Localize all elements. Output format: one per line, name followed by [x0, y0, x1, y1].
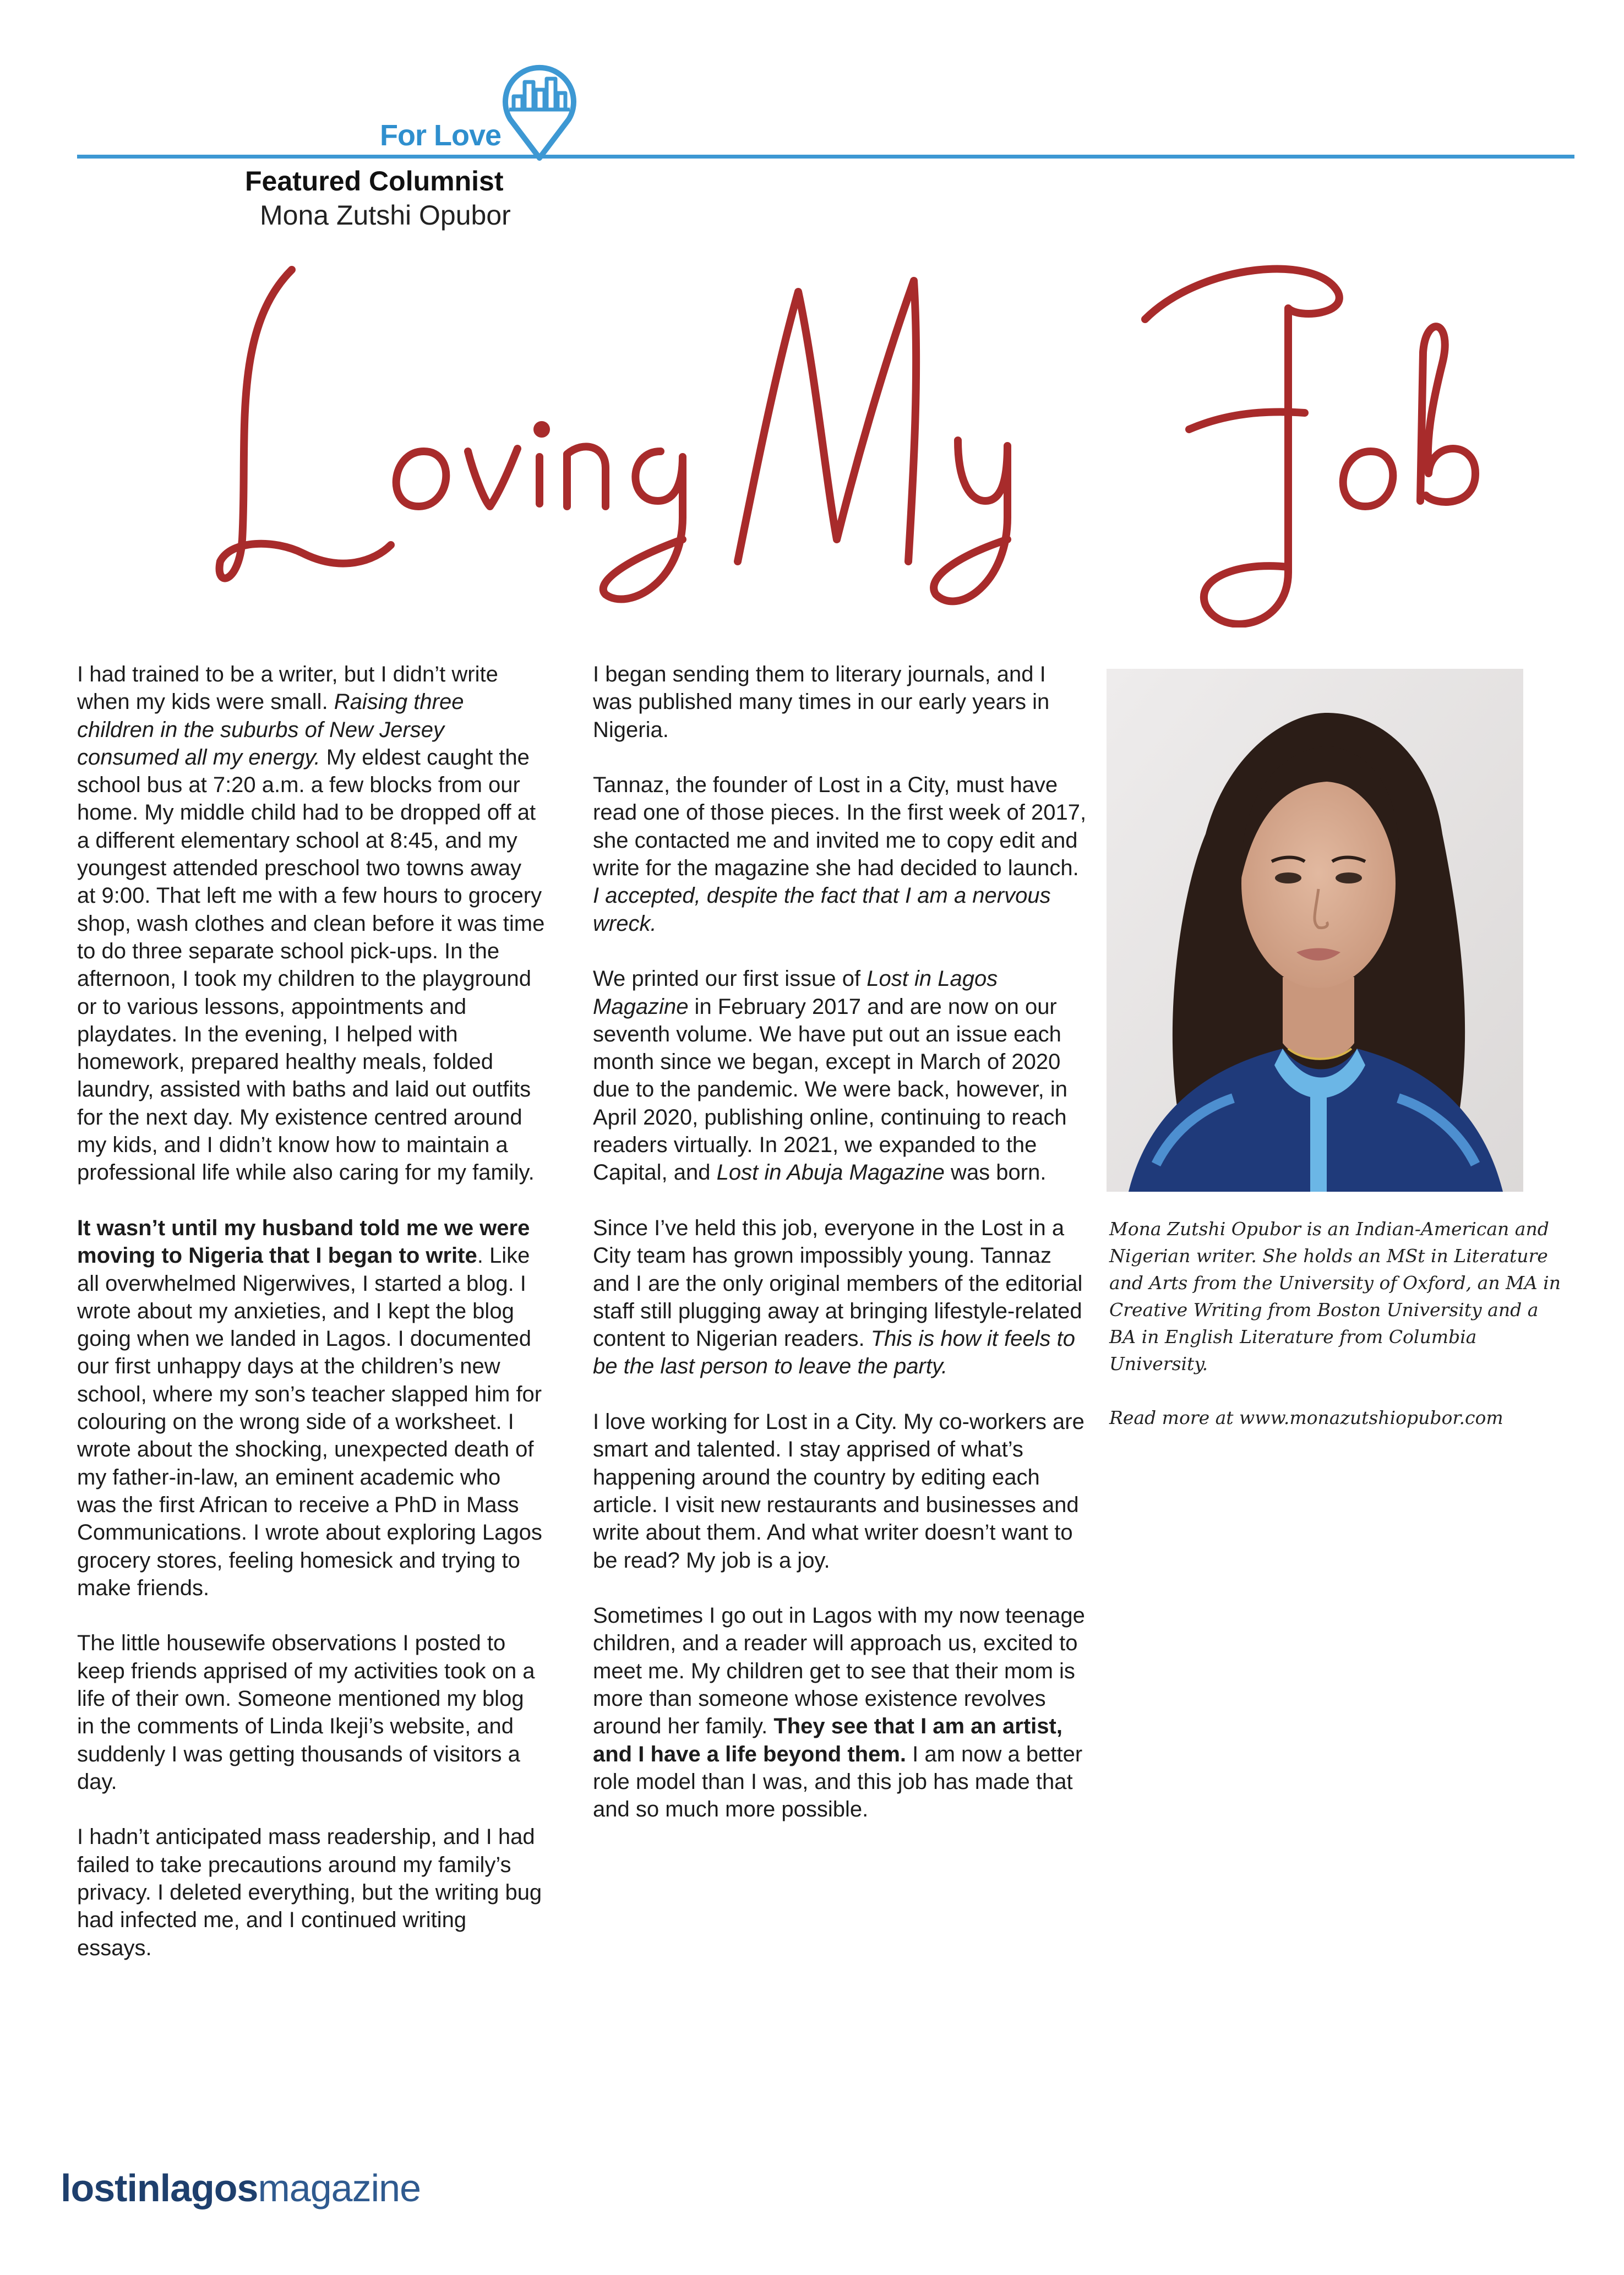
italic-text: Raising three children in the suburbs of New Jersey consumed all my energy. — [77, 690, 464, 770]
caption-bio: Mona Zutshi Opubor is an Indian-American and Nigerian writer. She holds an MSt in Literature and Arts from the University of Oxford, an MA in Creative Writing from Boston University and a BA in English Literature from Columbia University. — [1109, 1218, 1561, 1374]
caption-read-more: Read more at www.monazutshiopubor.com — [1109, 1407, 1503, 1428]
page-title — [209, 231, 1497, 628]
article-paragraph: I began sending them to literary journals, and I was published many times in our early years in Nigeria. — [593, 662, 1050, 742]
article-paragraph: The little housewife observations I posted to keep friends apprised of my activities took on a life of their own. Someone mentioned my blog in the comments of Linda Ikeji’s website, and suddenly I was getting thousands of visitors a day. — [77, 1631, 535, 1794]
brand-light: magazine — [258, 2167, 421, 2209]
magazine-logo — [61, 2166, 421, 2210]
text-run: My eldest caught the school bus at 7:20 a.m. a few blocks from our home. My middle child had to be dropped off at a different elementary school at 8:45, and my youngest attended preschool two towns away at 9:00. That left me with a few hours to grocery shop, wash clothes and clean before it was time to do three separate school pick-ups. In the afternoon, I took my children to the playground or to various lessons, appointments and playdates. In the evening, I helped with homework, prepared healthy meals, folded laundry, assisted with baths and laid out outfits for the next day. My existence centred around my kids, and I didn’t know how to maintain a professional life while also caring for my family. — [77, 745, 545, 1185]
italic-text: This is how it feels to be the last person to leave the party. — [593, 1327, 1075, 1379]
article-column-1 — [77, 661, 545, 1989]
header-rule — [77, 155, 1574, 159]
featured-columnist-label: Featured Columnist — [245, 166, 504, 197]
columnist-portrait-image — [1107, 669, 1523, 1192]
article-paragraph — [593, 771, 1088, 937]
photo-caption — [1109, 1215, 1561, 1458]
italic-text: Lost in Lagos Magazine — [593, 967, 998, 1019]
text-run: Sometimes I go out in Lagos with my now teenage children, and a reader will approach us, excited to meet me. My children get to see that their mom is more than someone whose existence revolves around her family. — [593, 1603, 1085, 1739]
italic-text: Lost in Abuja Magazine — [716, 1160, 945, 1185]
text-run: Since I’ve held this job, everyone in the Lost in a City team has grown impossibly young. Tannaz and I are the only original members of the editorial staff still plugging away at bringing lifestyle-related content to Nigerian readers. — [593, 1215, 1083, 1351]
text-run: I am now a better role model than I was, and this job has made that and so much more possible. — [593, 1742, 1083, 1822]
city-pin-icon — [498, 58, 581, 162]
italic-text: I accepted, despite the fact that I am a nervous wreck. — [593, 883, 1051, 936]
article-paragraph: I hadn’t anticipated mass readership, and I had failed to take precautions around my family’s privacy. I deleted everything, but the writing bug had infected me, and I continued writing essays. — [77, 1825, 542, 1960]
bold-text: It wasn’t until my husband told me we were moving to Nigeria that I began to write — [77, 1215, 530, 1268]
article-paragraph: I love working for Lost in a City. My co-workers are smart and talented. I stay apprised of what’s happening around the country by editing each article. I visit new restaurants and businesses and write about them. And what writer doesn’t want to be read? My job is a joy. — [593, 1410, 1085, 1573]
text-run: was born. — [944, 1160, 1047, 1185]
article-paragraph — [593, 1214, 1088, 1381]
article-paragraph — [77, 1214, 545, 1602]
bold-text: They see that I am an artist, and I have a life beyond them. — [593, 1714, 1062, 1766]
text-run: in February 2017 and are now on our seventh volume. We have put out an issue each month since we began, except in March of 2020 due to the pandemic. We were back, however, in April 2020, publishing online, continuing to reach readers virtually. In 2021, we expanded to the Capital, and — [593, 994, 1067, 1185]
brand-bold: lostinlagos — [61, 2167, 258, 2209]
text-run: Tannaz, the founder of Lost in a City, must have read one of those pieces. In the first week of 2017, she contacted me and invited me to copy edit and write for the magazine she had decided to launch. — [593, 773, 1087, 881]
text-run: We printed our first issue of — [593, 967, 867, 991]
article-paragraph — [593, 1602, 1088, 1823]
text-run: I had trained to be a writer, but I didn’t write when my kids were small. — [77, 662, 498, 714]
article-paragraph — [593, 965, 1088, 1186]
columnist-name: Mona Zutshi Opubor — [260, 200, 511, 231]
section-label: For Love — [380, 119, 502, 152]
text-run: . Like all overwhelmed Nigerwives, I started a blog. I wrote about my anxieties, and I kept the blog going when we landed in Lagos. I documented our first unhappy days at the children’s new school, where my son’s teacher slapped him for colouring on the wrong side of a worksheet. I wrote about the shocking, unexpected death of my father-in-law, an eminent academic who was the first African to receive a PhD in Mass Communications. I wrote about exploring Lagos grocery stores, feeling homesick and trying to make friends. — [77, 1243, 542, 1600]
article-column-2 — [593, 661, 1088, 1851]
article-paragraph — [77, 661, 545, 1187]
